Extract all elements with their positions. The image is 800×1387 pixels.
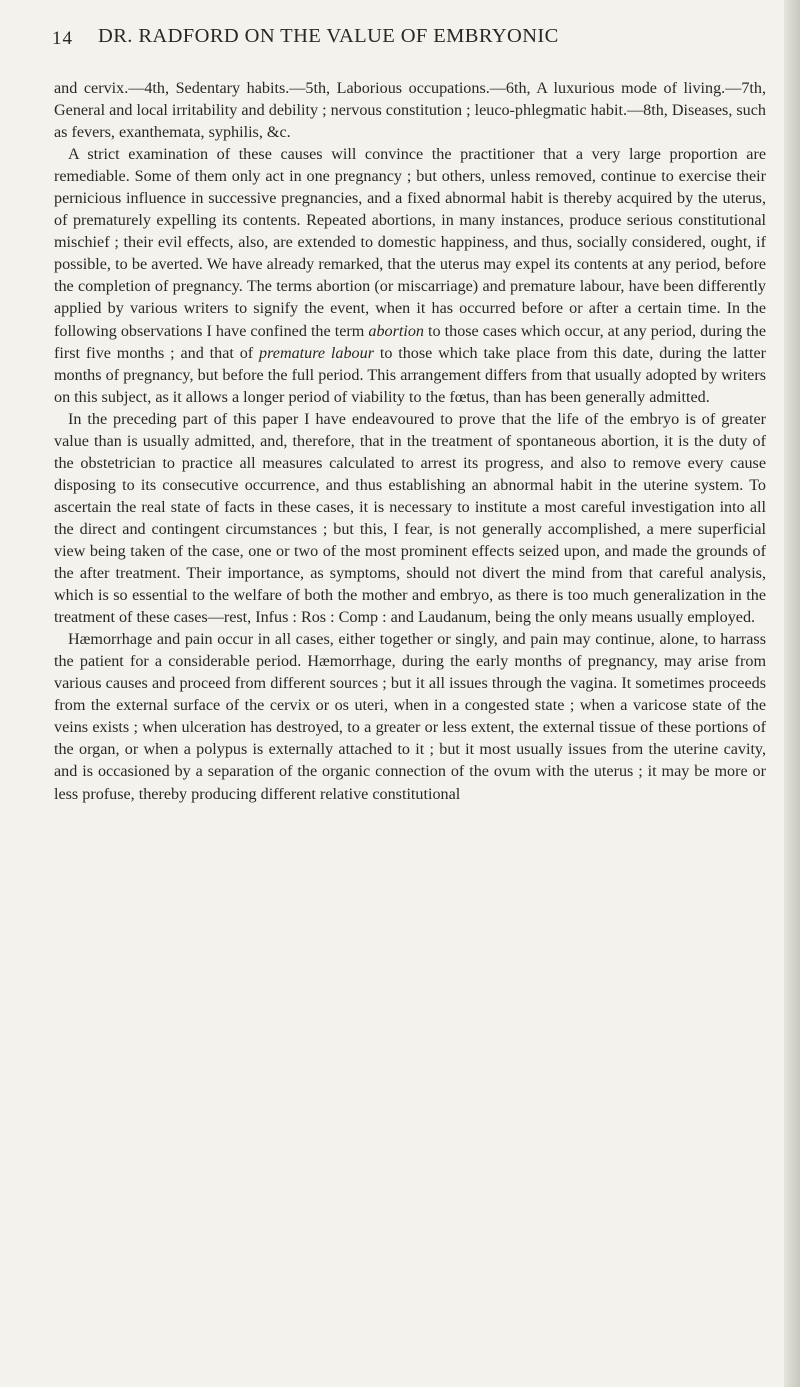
paragraph-remediable-causes: [54, 144, 766, 409]
italic-term-premature-labour: premature labour: [259, 344, 374, 362]
paragraph-text: In the preceding part of this paper I have endeavoured to prove that the life of the embryo is of greater value than is usually admitted, and, therefore, that in the treatment of spontaneous abortion, it is the duty of the obstetrician to practice all measures calculated to arrest its progress, and also to remove every cause disposing to its consecutive occurrence, and thus establishing an abnormal habit in the uterine system. To ascertain the real state of facts in these cases, it is necessary to institute a most careful investigation into all the direct and contingent circumstances ; but this, I fear, is not generally accomplished, a mere superficial view being taken of the case, one or two of the most prominent effects seized upon, and made the grounds of the after treatment. Their importance, as symptoms, should not divert the mind from that careful analysis, which is so essential to the welfare of both the mother and embryo, as there is too much generalization in the treatment of these cases—rest, Infus : Ros : Comp : and Laudanum, being the only means usually employed.: [54, 410, 766, 627]
body-text: [54, 78, 766, 806]
page-edge-shadow: [784, 0, 800, 1387]
italic-term-abortion: abortion: [368, 322, 424, 340]
page-header: [0, 18, 784, 58]
paragraph-causes-continued: [54, 78, 766, 144]
paragraph-haemorrhage: [54, 629, 766, 805]
paragraph-text: Hæmorrhage and pain occur in all cases, either together or singly, and pain may continue, alone, to harrass the patient for a considerable period. Hæmorrhage, during the early months of pregnancy, may arise from various causes and proceed from different sources ; but it all issues through the vagina. It sometimes proceeds from the external surface of the cervix or os uteri, when in a congested state ; when a varicose state of the veins exists ; when ulceration has destroyed, to a greater or less extent, the external tissue of these portions of the organ, or when a polypus is externally attached to it ; but it most usually issues from the uterine cavity, and is occasioned by a separation of the organic connection of the ovum with the uterus ; it may be more or less profuse, thereby producing different relative constitutional: [54, 631, 766, 803]
running-head: DR. RADFORD ON THE VALUE OF EMBRYONIC: [98, 25, 559, 47]
paragraph-text: and cervix.—4th, Sedentary habits.—5th, Laborious occupations.—6th, A luxurious mode of living.—7th, General and local irritability and debility ; nervous constitution ; leuco-phlegmatic habit.—8th, Diseases, such as fevers, exanthemata, syphilis, &c.: [54, 80, 766, 142]
paragraph-embryo-value: [54, 409, 766, 629]
paragraph-text: to those cases which occur, at any period, during the first five months ; and that of: [54, 322, 766, 362]
page-number: 14: [52, 28, 73, 49]
paragraph-text: A strict examination of these causes will convince the practitioner that a very large proportion are remediable. Some of them only act in one pregnancy ; but others, unless removed, continue to exercise their pernicious influence in successive pregnancies, and a fixed abnormal habit is thereby acquired by the uterus, of prematurely expelling its contents. Repeated abortions, in many instances, produce serious constitutional mischief ; their evil effects, also, are extended to domestic happiness, and thus, socially considered, ought, if possible, to be averted. We have already remarked, that the uterus may expel its contents at any period, before the completion of pregnancy. The terms abortion (or miscarriage) and premature labour, have been differently applied by various writers to signify the event, when it has occurred before or after a certain time. In the following observations I have confined the term: [54, 146, 766, 340]
paragraph-text: to those which take place from this date, during the latter months of pregnancy, but before the full period. This arrangement differs from that usually adopted by writers on this subject, as it allows a longer period of viability to the fœtus, than has been generally admitted.: [54, 344, 766, 406]
